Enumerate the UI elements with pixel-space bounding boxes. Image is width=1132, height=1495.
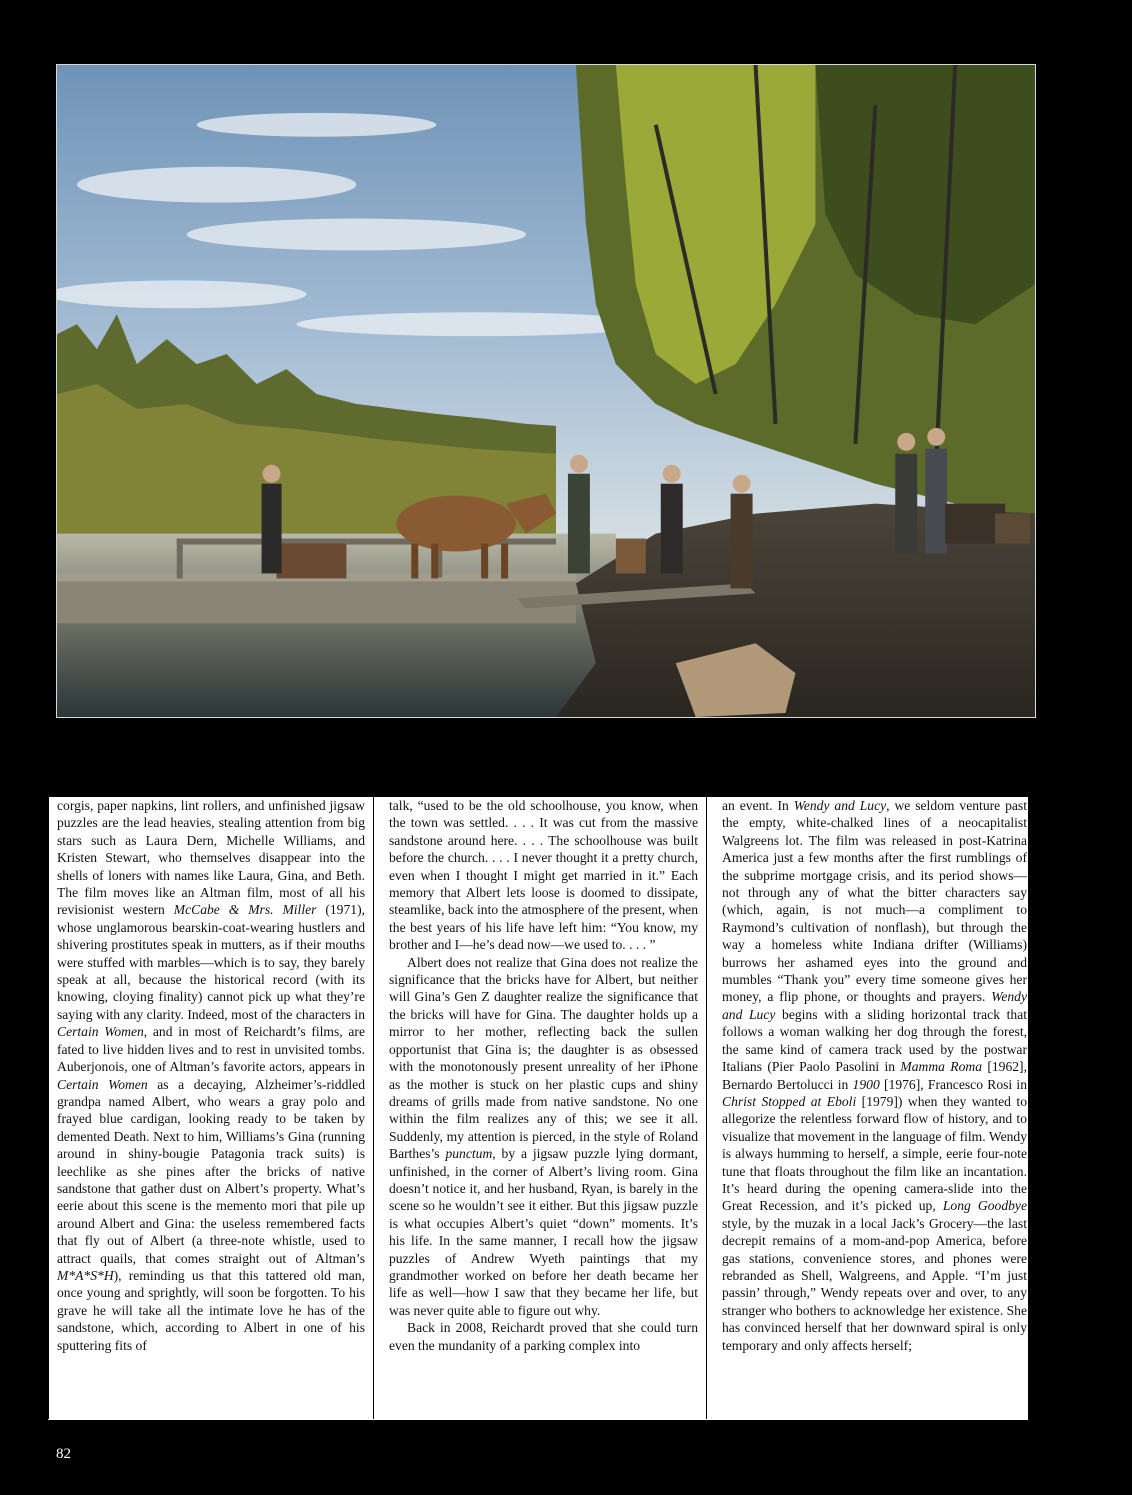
film-title: Long Goodbye: [942, 1198, 1027, 1214]
film-still-illustration: [57, 65, 1035, 717]
paragraph: Albert does not realize that Gina does not realize the significance that the bricks have for Albert, but neither will Gina’s Gen Z daughter realize the significance that the bricks will have for Gina. The daughter holds up a mirror to her mother, reflecting back the sullen opportunist that Gina is; the daughter is as obsessed with the monotonously present unreality of her iPhone as the mother is stuck on her plastic cups and shiny dreams of grills made from native sandstone. No one within the film realizes any of this; we see it all. Suddenly, my attention is pierced, in the style of Roland Barthes’s punctum, by a jigsaw puzzle lying dormant, unfinished, in the corner of Albert’s living room. Gina doesn’t notice it, and her husband, Ryan, is barely in the scene so he wouldn’t see it either. But this jigsaw puzzle is what occupies Albert’s quiet “down” moments. It’s his life. In the same manner, I recall how the jigsaw puzzles of Andrew Wyeth paintings that my grandmother worked on before her death became her life as well—how I saw that they became her life, but was never quite able to figure out why.: [389, 954, 698, 1318]
film-title: Christ Stopped at Eboli: [722, 1093, 857, 1109]
film-title: Certain Women: [57, 1076, 148, 1092]
paragraph: an event. In Wendy and Lucy, we seldom venture past the empty, white-chalked lines of a neocapitalist Walgreens lot. The film was released in post-Katrina America just a few months after the first rumblings of the subprime mortgage crisis, and its period shows—not through any of what the bitter characters say (which, again, is not much—a compliment to Raymond’s cultivation of nonflash), but through the way a homeless white Indiana drifter (Williams) burrows her ashamed eyes into the ground and mumbles “Thank you” every time someone gives her money, a flip phone, or thoughts and prayers. Wendy and Lucy begins with a sliding horizontal track that follows a woman walking her dog through the forest, the same kind of camera track used by the postwar Italians (Pier Paolo Pasolini in Mamma Roma [1962], Bernardo Bertolucci in 1900 [1976], Francesco Rosi in Christ Stopped at Eboli [1979]) when they wanted to allegorize the relentless forward flow of history, and to visualize that movement in the language of film. Wendy is always humming to herself, a simple, eerie four-note tune that floats throughout the film like an incantation. It’s heard during the opening camera-slide into the Great Recession, and it’s picked up, Long Goodbye style, by the muzak in a local Jack’s Grocery—the last decrepit remains of a mom-and-pop America, before gas stations, convenience stores, and phones were rebranded as Shell, Walgreens, and Apple. “I’m just passin’ through,” Wendy repeats over and over, to any stranger who bothers to acknowledge her existence. She has convinced herself that her downward spiral is only temporary and only affects herself;: [722, 798, 1028, 1353]
film-title: McCabe & Mrs. Miller: [173, 902, 317, 918]
film-title: Wendy and Lucy: [722, 989, 1027, 1022]
film-title: M*A*S*H: [57, 1267, 114, 1283]
film-still-photo: [56, 64, 1036, 718]
article-column-2: [381, 797, 707, 1419]
page-number: 82: [56, 1446, 71, 1462]
film-title: 1900: [852, 1076, 880, 1092]
article-column-1: [48, 797, 374, 1419]
paragraph: corgis, paper napkins, lint rollers, and unfinished jigsaw puzzles are the lead heavies, stealing attention from big stars such as Laura Dern, Michelle Williams, and Kristen Stewart, who themselves disappear into the shells of loners with names like Laura, Gina, and Beth. The film moves like an Altman film, most of all his revisionist western McCabe & Mrs. Miller (1971), whose unglamorous bearskin-coat-wearing hustlers and shivering prostitutes speak in mutters, as if their mouths were stuffed with marbles—which is to say, they barely speak at all, because the historical record (with its knowing, cloying finality) cannot pick up what they’re saying with any clarity. Indeed, most of the characters in Certain Women, and in most of Reichardt’s films, are fated to live hidden lives and to rest in unvisited tombs. Auberjonois, one of Altman’s favorite actors, appears in Certain Women as a decaying, Alzheimer’s-riddled grandpa named Albert, who wears a gray polo and frayed blue cardigan, looking ready to be taken by demented Death. Next to him, Williams’s Gina (running around in shiny-bougie Patagonia track suits) is leechlike as she pines after the bricks of native sandstone that gather dust on Albert’s property. What’s eerie about this scene is the memento mori that pile up around Albert and Gina: the useless remembered facts that fly out of Albert (a three-note whistle, used to attract quails, that comes straight out of Altman’s M*A*S*H), reminding us that this tattered old man, once young and sprightly, will soon be forgotten. To his grave he will take all the intimate love he has of the sandstone, which, according to Albert in one of his sputtering fits of: [57, 798, 365, 1353]
paragraph: talk, “used to be the old schoolhouse, you know, when the town was settled. . . . It was cut from the massive sandstone around here. . . . The schoolhouse was built before the church. . . . I never thought it a pretty church, even when I thought I might get married in it.” Each memory that Albert lets loose is doomed to dissipate, steamlike, back into the atmosphere of the present, when the best years of his life have left him: “You know, my brother and I—he’s dead now—we used to. . . . ”: [389, 798, 698, 953]
italic-term: punctum: [445, 1146, 493, 1162]
article-body: [48, 797, 1028, 1420]
article-column-3: [714, 797, 1036, 1419]
film-title: Certain Women: [57, 1024, 144, 1040]
film-title: Wendy and Lucy: [793, 798, 887, 813]
paragraph: Back in 2008, Reichardt proved that she could turn even the mundanity of a parking complex into: [389, 1320, 698, 1353]
film-title: Mamma Roma: [900, 1059, 983, 1075]
